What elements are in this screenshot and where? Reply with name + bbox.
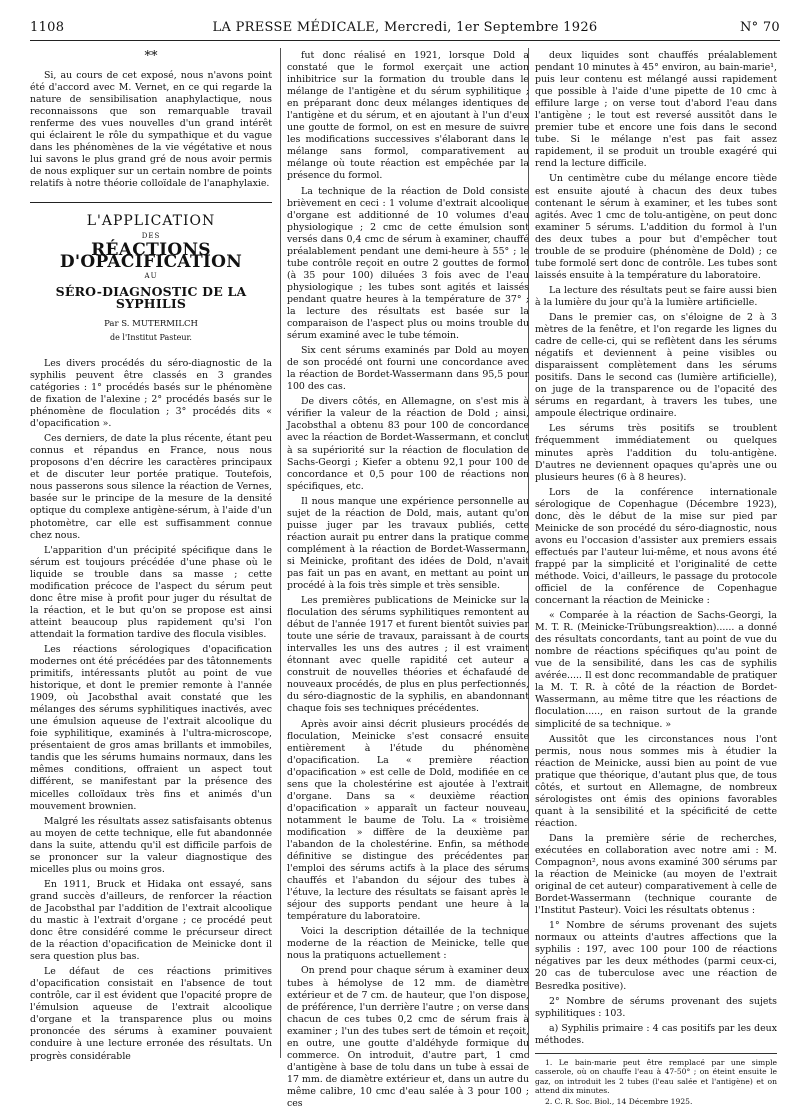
paragraph: Six cent sérums examinés par Dold au moyen de son procédé ont fourni une concordance avec la réaction de Bordet-Wassermann dans 95,5 pour 100 des cas. bbox=[287, 345, 529, 393]
column-2-body bbox=[287, 50, 529, 1110]
article-title-line1: L'APPLICATION bbox=[86, 213, 216, 230]
article-subtitle: SÉRO-DIAGNOSTIC DE LA SYPHILIS bbox=[55, 283, 247, 311]
paragraph: Les réactions sérologiques d'opacification modernes ont été précédées par des tâtonnements primitifs, intéressants plutôt au point de vue historique, et dont le premier remonte à l'année 1909, où Jacobsthal avait constaté que les mélanges des sérums syphilitiques inactivés, avec une émulsion aqueuse de l'extrait alcoolique du foie syphilitique, examinés à l'ultra-microscope, présentaient de gros amas brillants et immobiles, tandis que les sérums humains normaux, dans les mêmes conditions, offraient un aspect tout différent, se manifestant par la présence des micelles colloïdaux très fins et animés d'un mouvement brownien. bbox=[30, 643, 272, 812]
paragraph: Le défaut de ces réactions primitives d'opacification consistait en l'absence de tout contrôle, car il est évident que l'opacité propre de l'émulsion aqueuse de l'extrait alcoolique d'organe et la transparence plus ou moins prononcée des sérums à examiner pouvaient conduire à une lecture erronée des résultats. Un progrès considérable bbox=[30, 966, 272, 1062]
journal-title: LA PRESSE MÉDICALE, Mercredi, 1er Septembre 1926 bbox=[212, 20, 598, 35]
paragraph: 2° Nombre de sérums provenant des sujets syphilitiques : 103. bbox=[535, 995, 777, 1019]
paragraph: fut donc réalisé en 1921, lorsque Dold a constaté que le formol exerçait une action inhibitrice sur la formation du trouble dans le mélange de l'antigène et du sérum syphilitique ; en préparant donc deux mélanges identiques de l'antigène et du sérum, et en ajoutant à l'un d'eux une goutte de formol, on est en mesure de suivre les modifications successives s'élaborant dans le mélange sans formol, comparativement au mélange où toute réaction est empêchée par la présence du formol. bbox=[287, 50, 529, 182]
asterism: ** bbox=[144, 49, 158, 64]
page-number: 1108 bbox=[30, 20, 65, 35]
paragraph: Aussitôt que les circonstances nous l'ont permis, nous nous sommes mis à étudier la réaction de Meinicke, aussi bien au point de vue pratique que théorique, d'autant plus que, de tous côtés, et surtout en Allemagne, de nombreux sérologistes ont émis des opinions favorables quant à la sensibilité et la spécificité de cette réaction. bbox=[535, 733, 777, 829]
column-3 bbox=[535, 50, 777, 1107]
footnotes bbox=[535, 1053, 777, 1107]
paragraph: deux liquides sont chauffés préalablement pendant 10 minutes à 45° environ, au bain-marie¹, puis leur contenu est mélangé aussi rapidement que possible à l'aide d'une pipette de 10 cmc à effilure large ; on verse tout d'abord l'eau dans l'antigène ; le tout est reversé aussitôt dans le premier tube et encore une fois dans le second tube. Si le mélange n'est pas fait assez rapidement, il se produit un trouble exagéré qui rend la lecture difficile. bbox=[535, 50, 777, 170]
article-title-line4: AU bbox=[144, 271, 158, 280]
paragraph: La technique de la réaction de Dold consiste brièvement en ceci : 1 volume d'extrait alcoolique d'organe est additionné de 10 volumes d'eau physiologique ; 2 cmc de cette émulsion sont versés dans 0,4 cmc de sérum à examiner, chauffé préalablement pendant une demi-heure à 55° ; le tube contrôle reçoit en outre 2 gouttes de formol (à 35 pour 100) diluées 3 fois avec de l'eau physiologique ; les tubes sont agités et laissés pendant quatre heures à la température de 37° ; la lecture des résultats est basée sur la comparaison de l'aspect plus ou moins trouble du sérum examiné avec le tube témoin. bbox=[287, 185, 529, 342]
column-divider bbox=[280, 48, 281, 1058]
paragraph: Ces derniers, de date la plus récente, étant peu connus et répandus en France, nous nous proposons d'en décrire les caractères principaux et de discuter leur portée pratique. Toutefois, nous passerons sous silence la réaction de Vernes, basée sur le principe de la mesure de la densité optique du complexe antigène-sérum, à l'aide d'un photomètre, car elle est suffisamment connue chez nous. bbox=[30, 433, 272, 541]
paragraph: L'apparition d'un précipité spécifique dans le sérum est toujours précédée d'une phase où le liquide se trouble dans sa masse ; cette modification précoce de l'aspect du sérum peut donc être mise à profit pour juger du résultat de la réaction, et le but qu'on se propose est ainsi atteint beaucoup plus rapidement qu'si l'on attendait la formation tardive des flocula visibles. bbox=[30, 544, 272, 640]
paragraph: Il nous manque une expérience personnelle au sujet de la réaction de Dold, mais, autant qu'on puisse juger par les travaux publiés, cette réaction aurait pu entrer dans la pratique comme complément à la réaction de Bordet-Wassermann, si Meinicke, profitant des idées de Dold, n'avait pas fait un pas en avant, en mettant au point un procédé à la fois très simple et très sensible. bbox=[287, 495, 529, 592]
column-2 bbox=[287, 50, 529, 1113]
paragraph: Les divers procédés du séro-diagnostic de la syphilis peuvent être classés en 3 grandes catégories : 1° procédés basés sur le phénomène de fixation de l'alexine ; 2° procédés basés sur le phénomène de floculation ; 3° procédés dits « d'opacification ». bbox=[30, 357, 272, 430]
paragraph: Les sérums très positifs se troublent fréquemment immédiatement ou quelques minutes après l'addition du tolu-antigène. D'autres ne deviennent opaques qu'après une ou plusieurs heures (6 à 8 heures). bbox=[535, 423, 777, 483]
paragraph: La lecture des résultats peut se faire aussi bien à la lumière du jour qu'à la lumière artificielle. bbox=[535, 284, 777, 308]
page-header bbox=[30, 18, 780, 41]
paragraph: Dans la première série de recherches, exécutées en collaboration avec notre ami : M. Compagnon², nous avons examiné 300 sérums par la réaction de Meinicke (au moyen de l'extrait original de cet auteur) comparativement à celle de Bordet-Wassermann (technique courante de l'Institut Pasteur). Voici les résultats obtenus : bbox=[535, 832, 777, 917]
footnote: 1. Le bain-marie peut être remplacé par une simple casserole, où on chauffe l'eau à 47-50° ; on éteint ensuite le gaz, on introduit les 2 tubes (l'eau salée et l'antigène) et on attend dix minutes. bbox=[535, 1057, 777, 1096]
article-byline: Par S. MUTERMILCH bbox=[104, 318, 198, 329]
paragraph: Si, au cours de cet exposé, nous n'avons point été d'accord avec M. Vernet, en ce qui regarde la nature de sensibilisation anaphylactique, nous reconnaissons que son remarquable travail renferme des vues nouvelles d'un grand intérêt qui éclairent le rôle du sympathique et du vague dans les phénomènes de la vie végétative et nous lui savons le plus grand gré de nous avoir permis de nous expliquer sur un certain nombre de points relatifs à notre théorie colloïdale de l'anaphylaxie. bbox=[30, 70, 272, 190]
paragraph: 1° Nombre de sérums provenant des sujets normaux ou atteints d'autres affections que la syphilis : 197, avec 100 pour 100 de réactions négatives par les deux méthodes (parmi ceux-ci, 20 cas de tuberculose avec une réaction de Besredka positive). bbox=[535, 920, 777, 992]
column-1 bbox=[30, 50, 272, 1066]
section-divider bbox=[30, 202, 272, 203]
footnote: 2. C. R. Soc. Biol., 14 Décembre 1925. bbox=[545, 1096, 693, 1106]
paragraph: Malgré les résultats assez satisfaisants obtenus au moyen de cette technique, elle fut abandonnée dans la suite, attendu qu'il est difficile parfois de se prononcer sur la valeur diagnostique des micelles plus ou moins gros. bbox=[30, 815, 272, 875]
paragraph: Lors de la conférence internationale sérologique de Copenhague (Décembre 1923), donc, dès le début de la mise sur pied par Meinicke de son procédé du séro-diagnostic, nous avons eu l'occasion d'assister aux premiers essais effectués par l'auteur lui-même, et nous avons été frappé par la simplicité et l'originalité de cette méthode. Voici, d'ailleurs, le passage du protocole officiel de la conférence de Copenhague concernant la réaction de Meinicke : bbox=[535, 486, 777, 607]
paragraph: Voici la description détaillée de la technique moderne de la réaction de Meinicke, telle que nous la pratiquons actuellement : bbox=[287, 926, 529, 962]
paragraph: Après avoir ainsi décrit plusieurs procédés de floculation, Meinicke s'est consacré ensuite entièrement à l'étude du phénomène d'opacification. La « première réaction d'opacification » est celle de Dold, modifiée en ce sens que la cholestérine est ajoutée à l'extrait d'organe. Dans sa « deuxième réaction d'opacification » apparaît un facteur nouveau, notamment le baume de Tolu. La « troisième modification » diffère de la deuxième par l'abandon de la cholestérine. Enfin, sa méthode définitive se distingue des précédentes par l'emploi des sérums actifs à la place des sérums chauffés et l'abandon du séjour des tubes à l'étuve, la lecture des résultats se faisant après le séjour des supports pendant une heure à la température du laboratoire. bbox=[287, 718, 529, 923]
paragraph: En 1911, Bruck et Hidaka ont essayé, sans grand succès d'ailleurs, de renforcer la réaction de Jacobsthal par l'addition de l'extrait alcoolique du mastic à l'extrait d'organe ; ce procédé peut donc être considéré comme le précurseur direct de la réaction d'opacification de Meinicke dont il sera question plus bas. bbox=[30, 878, 272, 963]
paragraph: « Comparée à la réaction de Sachs-Georgi, la M. T. R. (Meinicke-Trübungsreaktion)...... a donné des résultats concordants, tant au point de vue du nombre de réactions spécifiques qu'au point de vue de la sensibilité, dans les cas de syphilis avérée..... Il est donc recommandable de pratiquer la M. T. R. à côté de la réaction de Bordet-Wassermann, au même titre que les réactions de floculation....., en raison surtout de la grande simplicité de sa technique. » bbox=[535, 610, 777, 730]
paragraph: Dans le premier cas, on s'éloigne de 2 à 3 mètres de la fenêtre, et l'on regarde les lignes du cadre de celle-ci, qui se reflètent dans les sérums négatifs et deviennent à peine visibles ou disparaissent complètement dans les sérums positifs. Dans le second cas (lumière artificielle), on juge de la transparence ou de l'opacité des sérums en regardant, à travers les tubes, une ampoule électrique ordinaire. bbox=[535, 311, 777, 420]
paragraph: De divers côtés, en Allemagne, on s'est mis à vérifier la valeur de la réaction de Dold ; ainsi, Jacobsthal a obtenu 83 pour 100 de concordance avec la réaction de Bordet-Wassermann, et conclut à sa supériorité sur la réaction de floculation de Sachs-Georgi ; Kiefer a obtenu 92,1 pour 100 de concordance et 0,5 pour 100 de réactions non spécifiques, etc. bbox=[287, 396, 529, 492]
paragraph: Les premières publications de Meinicke sur la floculation des sérums syphilitiques remontent au début de l'année 1917 et furent bientôt suivies par toute une série de travaux, paraissant à de courts intervalles les uns des autres ; il est vraiment étonnant avec quelle rapidité cet auteur a construit de nouvelles théories et échafaudé de nouveaux procédés, de plus en plus perfectionnés, du séro-diagnostic de la syphilis, en abandonnant chaque fois ses techniques précédentes. bbox=[287, 595, 529, 715]
article-title-line2: DES bbox=[141, 231, 161, 240]
paragraph: Un centimètre cube du mélange encore tiède est ensuite ajouté à chacun des deux tubes contenant le sérum à examiner, et les tubes sont agités. Avec 1 cmc de tolu-antigène, on peut donc examiner 5 sérums. L'addition du formol à l'un des deux tubes a pour but d'empêcher tout trouble de se produire (phénomène de Dold) ; ce tube formolé sert donc de contrôle. Les tubes sont laissés ensuite à la température du laboratoire. bbox=[535, 173, 777, 281]
column-3-body bbox=[535, 50, 777, 1047]
column-1-body bbox=[30, 358, 272, 1063]
article-title-main: RÉACTIONS D'OPACIFICATION bbox=[59, 239, 243, 272]
paragraph: a) Syphilis primaire : 4 cas positifs par les deux méthodes. bbox=[535, 1022, 777, 1046]
paragraph: On prend pour chaque sérum à examiner deux tubes à hémolyse de 12 mm. de diamètre extérieur et de 7 cm. de hauteur, que l'on dispose, de préférence, l'un derrière l'autre ; on verse dans chacun de ces tubes 0,2 cmc de sérum frais à examiner ; l'un des tubes sert de témoin et reçoit, en outre, une goutte d'aldéhyde formique du commerce. On introduit, d'autre part, 1 cmc d'antigène à base de tolu dans un tube à essai de 17 mm. de diamètre extérieur et, dans un autre du même calibre, 10 cmc d'eau salée à 3 pour 100 ; ces bbox=[287, 965, 529, 1109]
author-institution: de l'Institut Pasteur. bbox=[110, 332, 192, 342]
issue-number: N° 70 bbox=[739, 20, 780, 35]
